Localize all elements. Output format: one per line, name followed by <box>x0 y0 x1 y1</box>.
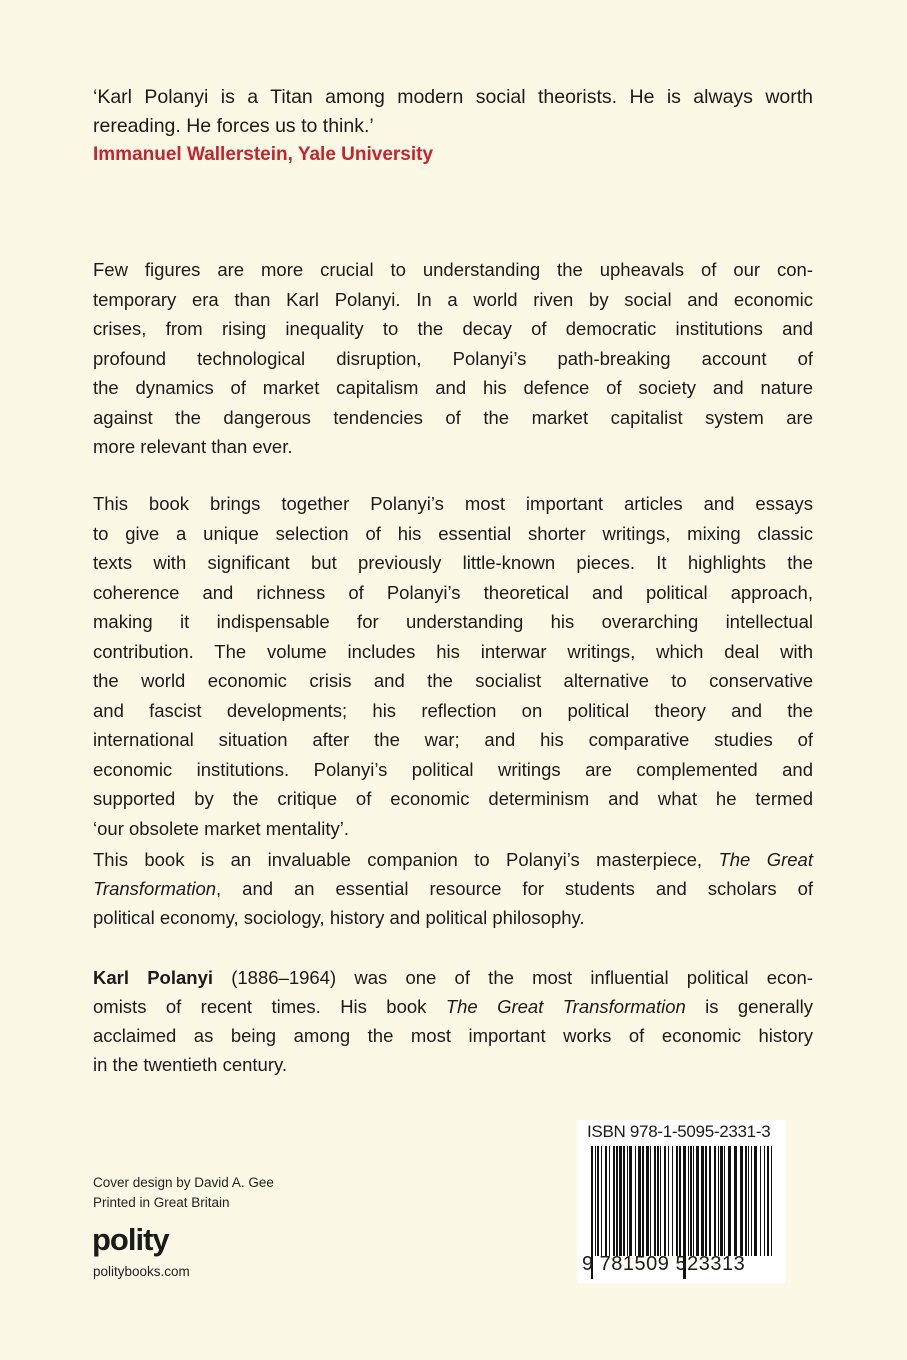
text-line: more relevant than ever. <box>93 436 293 457</box>
barcode-bar <box>646 1146 649 1256</box>
barcode-bar <box>767 1146 769 1256</box>
barcode-bar <box>679 1146 681 1256</box>
barcode-bar <box>623 1146 625 1256</box>
book-title: Transformation <box>93 878 217 899</box>
barcode-bar <box>751 1146 752 1256</box>
text: is generally <box>685 996 813 1017</box>
barcode-bar <box>609 1146 610 1256</box>
barcode-bar <box>724 1146 725 1256</box>
barcode-bar <box>629 1146 632 1256</box>
text-line <box>93 996 813 1018</box>
barcode-bar <box>771 1146 772 1256</box>
text-line: the dynamics of market capitalism and his defence of society and nature <box>93 377 813 398</box>
barcode-bar <box>764 1146 765 1256</box>
barcode-bar <box>654 1146 656 1256</box>
isbn-text: ISBN 978-1-5095-2331-3 <box>587 1122 771 1141</box>
text-line <box>93 878 813 900</box>
barcode-bar <box>650 1146 651 1256</box>
text: This book is an invaluable companion to Polanyi’s masterpiece, <box>93 849 719 870</box>
barcode-bar <box>638 1146 641 1256</box>
book-title: The Great <box>718 849 813 870</box>
barcode-bar <box>709 1146 711 1256</box>
text-line: coherence and richness of Polanyi’s theoretical and political approach, <box>93 581 813 603</box>
text-line: supported by the critique of economic determinism and what he termed <box>93 788 813 809</box>
text: omists of recent times. His book <box>93 996 446 1017</box>
barcode-bar <box>690 1146 692 1256</box>
quote-line: rereading. He forces us to think.’ <box>93 115 374 137</box>
text-line: the world economic crisis and the socialist alternative to conservative <box>93 670 813 691</box>
text-line: This book brings together Polanyi’s most important articles and essays <box>93 493 813 514</box>
text-line <box>93 849 813 871</box>
barcode-bar <box>693 1146 694 1256</box>
barcode-bar <box>701 1146 704 1256</box>
barcode-bar <box>688 1146 689 1256</box>
barcode-bar <box>748 1146 749 1256</box>
printed-in: Printed in Great Britain <box>93 1195 230 1210</box>
quote-attribution: Immanuel Wallerstein, Yale University <box>93 144 434 165</box>
barcode-bar <box>616 1146 618 1256</box>
barcode-bar <box>745 1146 747 1256</box>
text-line <box>93 967 813 989</box>
barcode-bar <box>657 1146 659 1256</box>
publisher-website: politybooks.com <box>93 1264 190 1279</box>
text-line: international situation after the war; and his comparative studies of <box>93 729 813 750</box>
text-line: ‘our obsolete market mentality’. <box>93 817 350 839</box>
text-line: against the dangerous tendencies of the market capitalist system are <box>93 406 813 428</box>
barcode-bar <box>660 1146 661 1256</box>
book-title: The Great Transformation <box>445 996 686 1017</box>
barcode-bar <box>714 1146 716 1256</box>
quote-line: ‘Karl Polanyi is a Titan among modern social theorists. He is always worth <box>93 86 813 108</box>
barcode-bar <box>728 1146 731 1256</box>
barcode-bar <box>664 1146 666 1256</box>
isbn-barcode <box>577 1120 786 1283</box>
text-line: and fascist developments; his reflection on political theory and the <box>93 699 813 721</box>
barcode-bar <box>760 1146 761 1256</box>
text-line: making it indispensable for understanding his overarching intellectual <box>93 611 813 632</box>
barcode-bar <box>601 1146 602 1256</box>
text-line: in the twentieth century. <box>93 1054 288 1075</box>
barcode-bar <box>740 1146 743 1256</box>
text-line: contribution. The volume includes his interwar writings, which deal with <box>93 640 813 662</box>
barcode-digits: 9 781509 523313 <box>582 1253 746 1275</box>
barcode-bar <box>595 1146 596 1256</box>
barcode-bar <box>619 1146 622 1256</box>
barcode-bar <box>718 1146 719 1256</box>
text-line: temporary era than Karl Polanyi. In a world riven by social and economic <box>93 288 813 310</box>
barcode-bar <box>627 1146 628 1256</box>
text-line: profound technological disruption, Polanyi’s path-breaking account of <box>93 347 813 369</box>
text-line: texts with significant but previously little-known pieces. It highlights the <box>93 552 813 573</box>
barcode-bar <box>676 1146 678 1256</box>
barcode-bar <box>605 1146 607 1256</box>
text: , and an essential resource for students and scholars of <box>216 878 813 899</box>
text-line: economic institutions. Polanyi’s political writings are complemented and <box>93 758 813 780</box>
text: (1886–1964) was one of the most influential political econ- <box>213 967 813 988</box>
text-line: Few figures are more crucial to understanding the upheavals of our con- <box>93 259 813 280</box>
text-line: political economy, sociology, history and political philosophy. <box>93 907 585 928</box>
text-line: crises, from rising inequality to the decay of democratic institutions and <box>93 318 813 339</box>
barcode-bar <box>642 1146 644 1256</box>
barcode-bar <box>696 1146 699 1256</box>
barcode-bar <box>720 1146 723 1256</box>
cover-design-credit: Cover design by David A. Gee <box>93 1175 274 1190</box>
barcode-bar <box>734 1146 737 1256</box>
author-name: Karl Polanyi <box>93 967 213 988</box>
barcode-bar <box>635 1146 636 1256</box>
text-line: to give a unique selection of his essential shorter writings, mixing classic <box>93 522 813 544</box>
barcode-bar <box>597 1146 599 1256</box>
barcode-bar <box>705 1146 707 1256</box>
barcode-bar <box>754 1146 757 1256</box>
text-line: acclaimed as being among the most important works of economic history <box>93 1025 813 1046</box>
barcode-bar <box>672 1146 673 1256</box>
barcode-bar <box>668 1146 669 1256</box>
polity-logo: polity <box>92 1222 169 1257</box>
barcode-bar <box>613 1146 615 1256</box>
